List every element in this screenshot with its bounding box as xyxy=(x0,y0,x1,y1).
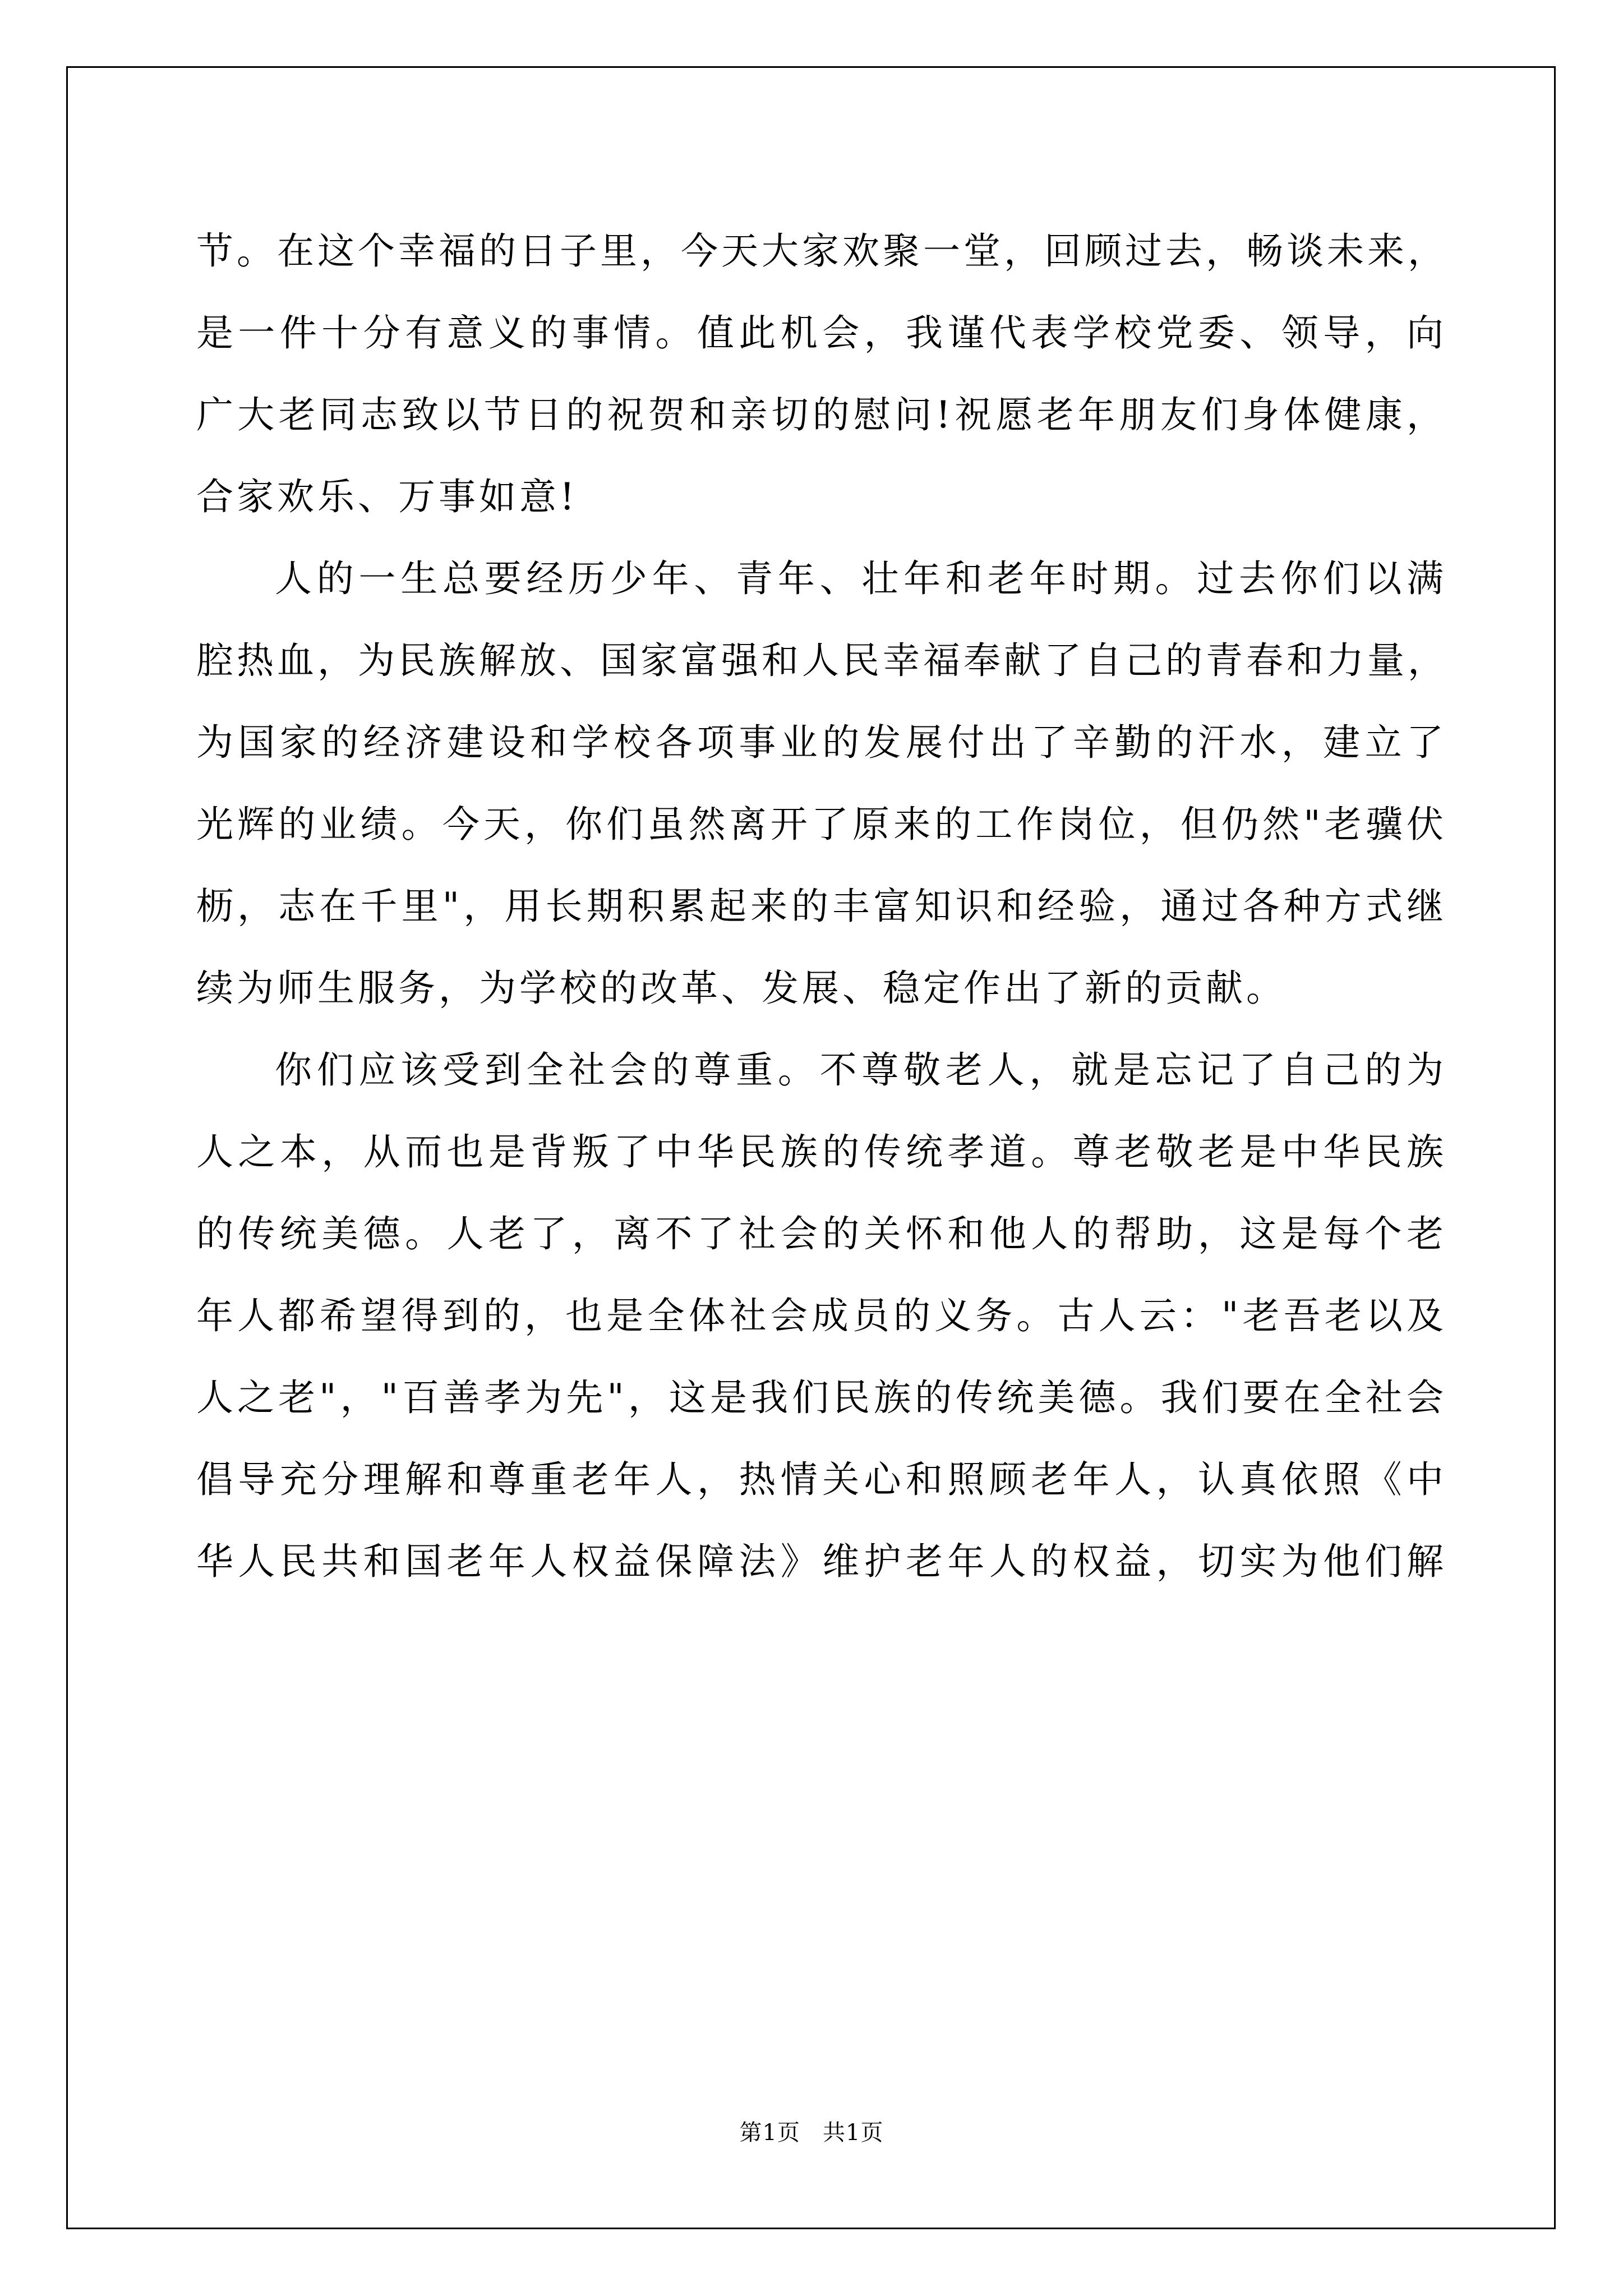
document-body xyxy=(196,210,1447,1603)
text-line: 腔热血，为民族解放、国家富强和人民幸福奉献了自己的青春和力量， xyxy=(196,639,1448,682)
text-line: 为国家的经济建设和学校各项事业的发展付出了辛勤的汗水，建立了 xyxy=(196,721,1447,764)
text-line: 光辉的业绩。今天，你们虽然离开了原来的工作岗位，但仍然"老骥伏 xyxy=(196,803,1447,846)
text-line: 倡导充分理解和尊重老年人，热情关心和照顾老年人，认真依照《中 xyxy=(196,1458,1447,1501)
page-number: 第1页 xyxy=(739,2120,800,2146)
text-line: 节。在这个幸福的日子里，今天大家欢聚一堂，回顾过去，畅谈未来， xyxy=(196,229,1448,273)
text-line: 枥，志在千里"，用长期积累起来的丰富知识和经验，通过各种方式继 xyxy=(196,885,1447,928)
page-total: 共1页 xyxy=(823,2120,884,2146)
text-line: 合家欢乐、万事如意! xyxy=(196,475,578,518)
text-line: 人之本，从而也是背叛了中华民族的传统孝道。尊老敬老是中华民族 xyxy=(196,1130,1447,1174)
text-line: 广大老同志致以节日的祝贺和亲切的慰问!祝愿老年朋友们身体健康， xyxy=(196,393,1447,436)
text-line: 人的一生总要经历少年、青年、壮年和老年时期。过去你们以满 xyxy=(275,557,1447,600)
page-footer xyxy=(0,2119,1623,2146)
text-line: 人之老"，"百善孝为先"，这是我们民族的传统美德。我们要在全社会 xyxy=(196,1376,1447,1419)
text-line: 华人民共和国老年人权益保障法》维护老年人的权益，切实为他们解 xyxy=(196,1540,1447,1583)
text-line: 续为师生服务，为学校的改革、发展、稳定作出了新的贡献。 xyxy=(196,967,1287,1010)
text-line: 年人都希望得到的，也是全体社会成员的义务。古人云："老吾老以及 xyxy=(196,1294,1447,1337)
text-line: 的传统美德。人老了，离不了社会的关怀和他人的帮助，这是每个老 xyxy=(196,1212,1447,1255)
text-line: 你们应该受到全社会的尊重。不尊敬老人，就是忘记了自己的为 xyxy=(275,1048,1447,1092)
text-line: 是一件十分有意义的事情。值此机会，我谨代表学校党委、领导，向 xyxy=(196,311,1447,355)
